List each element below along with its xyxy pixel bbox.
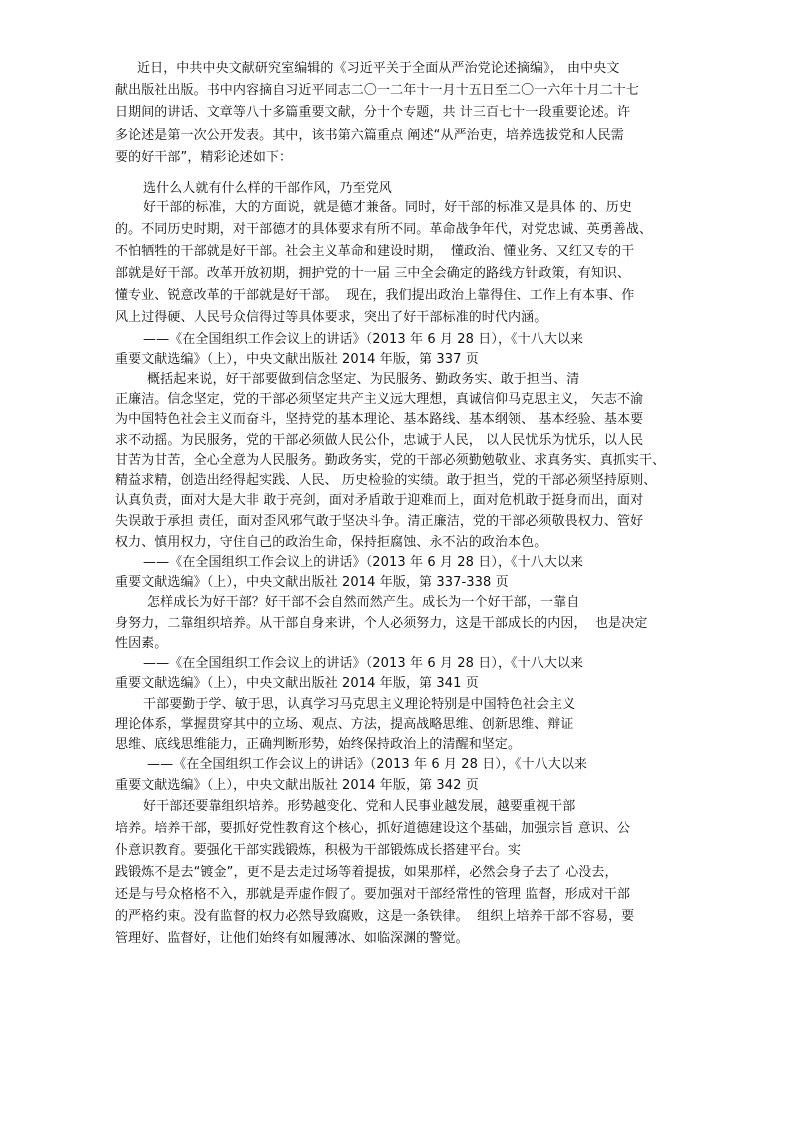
para-line: 理论体系，掌握贯穿其中的立场、观点、方法，提高战略思维、创新思维、辩证 (115, 717, 574, 732)
para-line: 权力、慎用权力，守住自己的政治生命，保持拒腐蚀、永不沾的政治本色。 (115, 535, 548, 550)
para-line: 求不动摇。为民服务，党的干部必须做人民公仆，忠诚于人民， 以人民忧乐为忧乐，以人民 (115, 433, 644, 448)
source-citation: 重要文献选编》（上），中央文献出版社 2014 年版，第 341 页 (115, 676, 479, 691)
source-citation: 重要文献选编》（上），中央文献出版社 2014 年版，第 337-338 页 (115, 575, 509, 590)
para-line: 身努力，二靠组织培养。从干部自身来讲，个人必须努力，这是干部成长的内因， 也是决定 (115, 616, 648, 631)
para-line: 好干部还要靠组织培养。形势越变化、党和人民事业越发展，越要重视干部 (143, 799, 576, 814)
intro-line: 多论述是第一次公开发表。其中，该书第六篇重点 阐述“从严治吏，培养选拔党和人民需 (115, 128, 624, 143)
intro-line: 近日，中共中央文献研究室编辑的《习近平关于全面从严治党论述摘编》， 由中央文 (137, 61, 620, 76)
para-line: 甘苦为甘苦，全心全意为人民服务。勤政务实，党的干部必须勤勉敬业、求真务实、真抓实干、 (115, 453, 666, 468)
source-citation: ——《在全国组织工作会议上的讲话》（2013 年 6 月 28 日），《十八大以来 (143, 656, 584, 671)
para-line: 懂专业、锐意改革的干部就是好干部。 现在，我们提出政治上靠得住、工作上有本事、作 (115, 288, 635, 303)
source-citation: ——《在全国组织工作会议上的讲话》（2013 年 6 月 28 日），《十八大以来 (147, 757, 588, 772)
para-line: 不怕牺牲的干部就是好干部。社会主义革命和建设时期， 懂政治、懂业务、又红又专的干 (115, 244, 635, 259)
para-line: 正廉洁。信念坚定，党的干部必须坚定共产主义远大理想，真诚信仰马克思主义， 矢志不渝 (115, 392, 644, 407)
para-line: 认真负责，面对大是大非 敢于亮剑，面对矛盾敢于迎难而上，面对危机敢于挺身而出，面对 (115, 493, 644, 508)
para-line: 失误敢于承担 责任，面对歪风邪气敢于坚决斗争。清正廉洁，党的干部必须敬畏权力、管好 (115, 514, 644, 529)
para-line: 管理好、监督好，让他们始终有如履薄冰、如临深渊的警觉。 (115, 931, 469, 946)
para-line: 性因素。 (115, 636, 168, 651)
source-citation: ——《在全国组织工作会议上的讲话》（2013 年 6 月 28 日），《十八大以来 (143, 332, 584, 347)
para-line: 好干部的标准，大的方面说，就是德才兼备。同时，好干部的标准又是具体 的、历史 (143, 200, 632, 215)
para-line: 风上过得硬、人民号众信得过等具体要求，突出了好干部标准的时代内涵。 (115, 310, 548, 325)
para-line: 为中国特色社会主义而奋斗，坚持党的基本理论、基本路线、基本纲领、 基本经验、基本要 (115, 412, 644, 427)
para-line: 的。不同历史时期，对干部德才的具体要求有所不同。革命战争年代，对党忠诚、英勇善战、 (115, 222, 653, 237)
para-line: 部就是好干部。改革开放初期，拥护党的十一届 三中全会确定的路线方针政策，有知识、 (115, 266, 631, 281)
para-line: 概括起来说，好干部要做到信念坚定、为民服务、勤政务实、敢于担当、清 (147, 372, 580, 387)
para-line: 培养。培养干部，要抓好党性教育这个核心，抓好道德建设这个基础，加强宗旨 意识、公 (115, 821, 631, 836)
para-line: 怎样成长为好干部？好干部不会自然而然产生。成长为一个好干部，一靠自 (147, 595, 580, 610)
intro-line: 献出版社出版。书中内容摘自习近平同志二〇一二年十一月十五日至二〇一六年十月二十七 (115, 83, 640, 98)
para-line: 仆意识教育。要强化干部实践锻炼，积极为干部锻炼成长搭建平台。实 (115, 843, 522, 858)
para-line: 的严格约束。没有监督的权力必然导致腐败，这是一条铁律。 组织上培养干部不容易，要 (115, 909, 635, 924)
para-line: 干部要勤于学、敏于思，认真学习马克思主义理论特别是中国特色社会主义 (143, 697, 576, 712)
para-line: 还是与号众格格不入，那就是弄虚作假了。要加强对干部经常性的管理 监督，形成对干部 (115, 887, 631, 902)
source-citation: 重要文献选编》（上），中央文献出版社 2014 年版，第 337 页 (115, 352, 479, 367)
section-heading: 选什么人就有什么样的干部作风，乃至党风 (143, 181, 392, 196)
para-line: 践锻炼不是去“镀金”，更不是去走过场等着提拔，如果那样，必然会身子去了 心没去， (115, 865, 618, 880)
intro-line: 要的好干部”，精彩论述如下： (115, 150, 293, 165)
source-citation: 重要文献选编》（上），中央文献出版社 2014 年版，第 342 页 (115, 778, 479, 793)
intro-line: 日期间的讲话、文章等八十多篇重要文献，分十个专题，共 计三百七十一段重要论述。许 (115, 105, 631, 120)
para-line: 精益求精，创造出经得起实践、人民、 历史检验的实绩。敢于担当，党的干部必须坚持原则、 (115, 473, 657, 488)
para-line: 思维、底线思维能力，正确判断形势，始终保持政治上的清醒和坚定。 (115, 737, 522, 752)
source-citation: ——《在全国组织工作会议上的讲话》（2013 年 6 月 28 日），《十八大以来 (143, 555, 584, 570)
